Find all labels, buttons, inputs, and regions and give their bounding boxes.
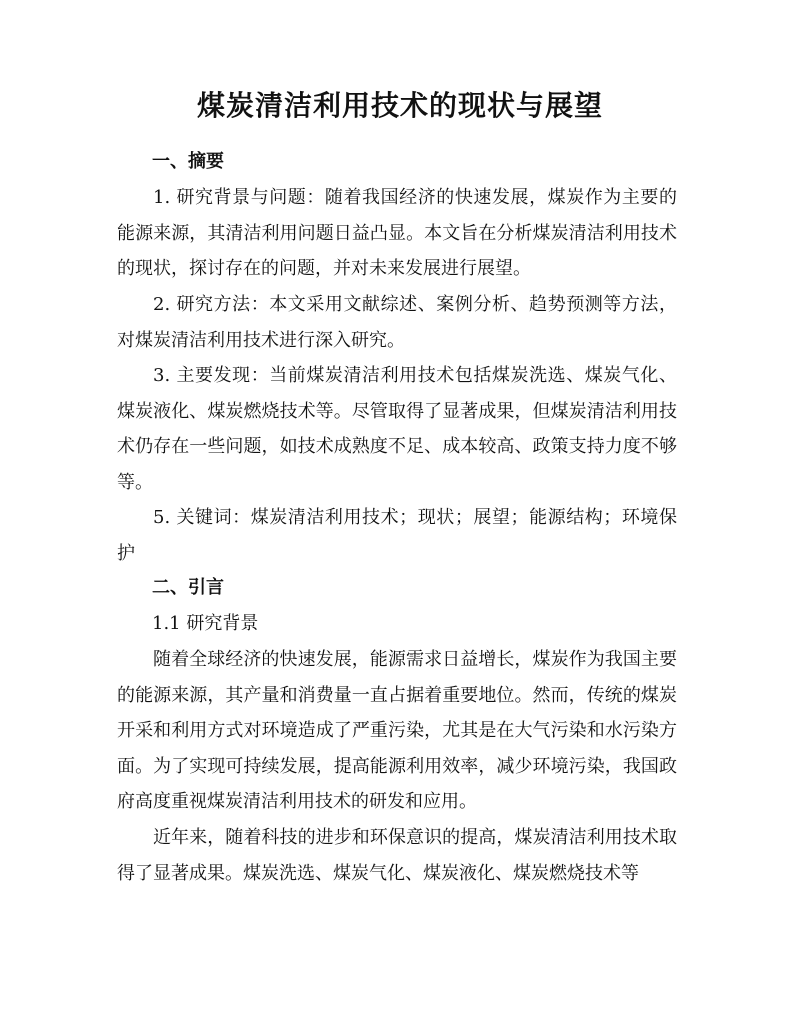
abstract-item-background: 1. 研究背景与问题：随着我国经济的快速发展，煤炭作为主要的能源来源，其清洁利用问题日益凸显。本文旨在分析煤炭清洁利用技术的现状，探讨存在的问题，并对未来发展进行展望。 (117, 187, 677, 279)
abstract-item-keywords: 5. 关键词：煤炭清洁利用技术；现状；展望；能源结构；环境保护 (117, 507, 677, 564)
abstract-item-findings: 3. 主要发现：当前煤炭清洁利用技术包括煤炭洗选、煤炭气化、煤炭液化、煤炭燃烧技术等。尽管取得了显著成果，但煤炭清洁利用技术仍存在一些问题，如技术成熟度不足、成本较高、政策支持力度不够等。 (117, 365, 677, 493)
intro-paragraph-2: 近年来，随着科技的进步和环保意识的提高，煤炭清洁利用技术取得了显著成果。煤炭洗选、煤炭气化、煤炭液化、煤炭燃烧技术等 (117, 827, 677, 884)
abstract-heading: 一、摘要 (152, 151, 224, 172)
intro-heading: 二、引言 (152, 577, 224, 598)
intro-paragraph-1: 随着全球经济的快速发展，能源需求日益增长，煤炭作为我国主要的能源来源，其产量和消费量一直占据着重要地位。然而，传统的煤炭开采和利用方式对环境造成了严重污染，尤其是在大气污染和水污染方面。为了实现可持续发展，提高能源利用效率，减少环境污染，我国政府高度重视煤炭清洁利用技术的研发和应用。 (117, 649, 677, 812)
document-title: 煤炭清洁利用技术的现状与展望 (196, 89, 603, 122)
background-subheading: 1.1 研究背景 (152, 613, 259, 634)
abstract-item-method: 2. 研究方法：本文采用文献综述、案例分析、趋势预测等方法，对煤炭清洁利用技术进行深入研究。 (117, 294, 677, 351)
